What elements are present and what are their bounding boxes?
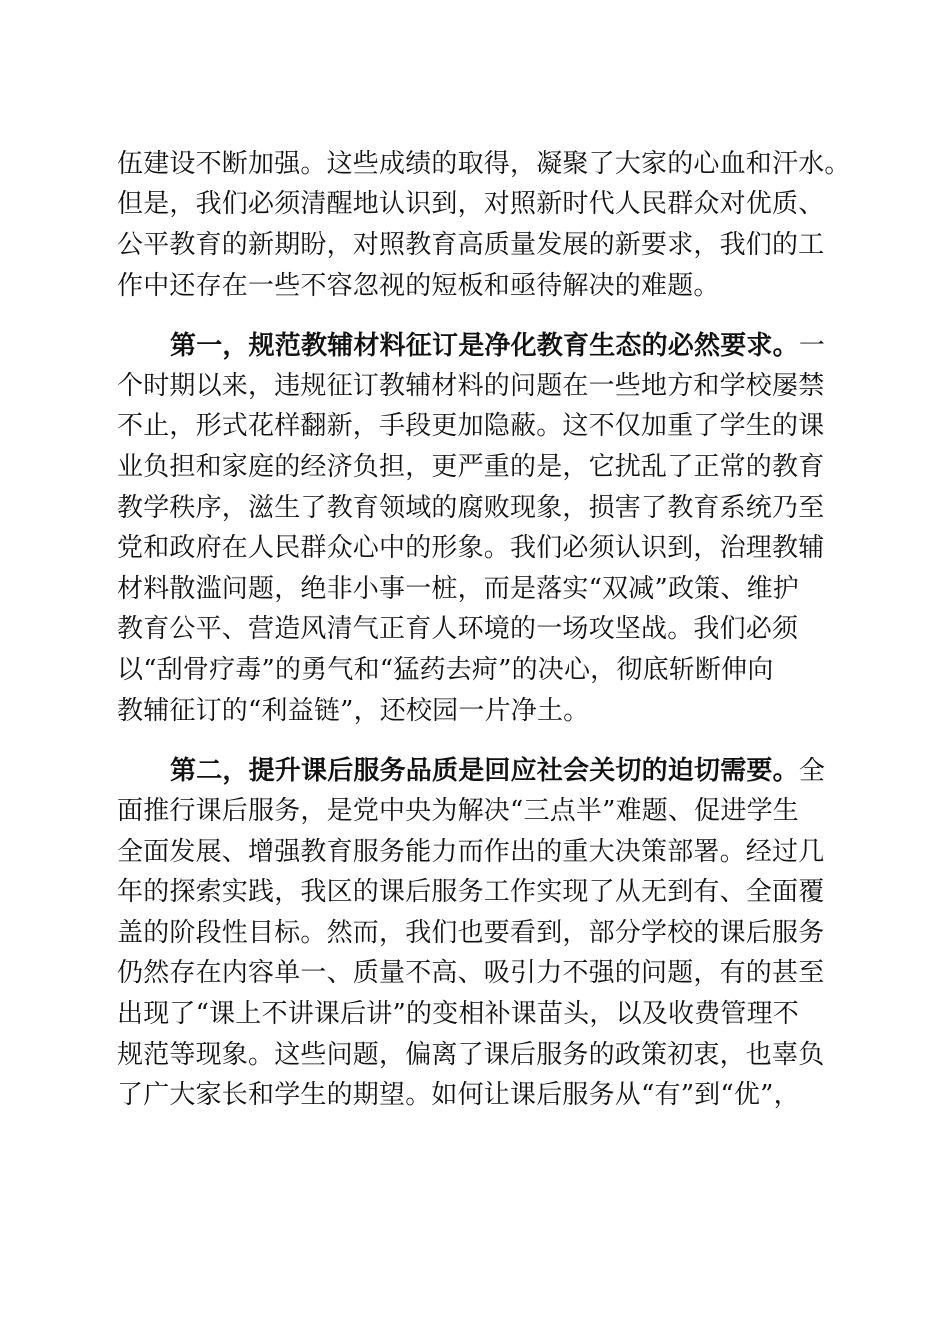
- intro-line-2: 但是，我们必须清醒地认识到，对照新时代人民群众对优质、: [117, 189, 825, 219]
- paragraph-one-line: 个时期以来，违规征订教辅材料的问题在一些地方和学校屡禁: [117, 371, 825, 401]
- paragraph-one-first-line: [170, 326, 842, 366]
- paragraph-two-line: 年的探索实践，我区的课后服务工作实现了从无到有、全面覆: [117, 877, 825, 907]
- paragraph-one-line: 教辅征订的“利益链”，还校园一片净土。: [117, 696, 590, 726]
- intro-line-1: 伍建设不断加强。这些成绩的取得，凝聚了大家的心血和汗水。: [117, 149, 851, 179]
- paragraph-two-first-line-rest: 全: [798, 756, 826, 786]
- paragraph-two-line: 出现了“课上不讲课后讲”的变相补课苗头，以及收费管理不: [117, 999, 799, 1029]
- paragraph-two-line: 盖的阶段性目标。然而，我们也要看到，部分学校的课后服务: [117, 918, 825, 948]
- paragraph-two-line: 仍然存在内容单一、质量不高、吸引力不强的问题，有的甚至: [117, 958, 825, 988]
- paragraph-two-line: 全面发展、增强教育服务能力而作出的重大决策部署。经过几: [117, 837, 825, 867]
- paragraph-one-line: 材料散滥问题，绝非小事一桩，而是落实“双减”政策、维护: [117, 574, 799, 604]
- paragraph-one-line: 教学秩序，滋生了教育领域的腐败现象，损害了教育系统乃至: [117, 493, 825, 523]
- intro-line-3: 公平教育的新期盼，对照教育高质量发展的新要求，我们的工: [117, 230, 825, 260]
- paragraph-two-line: 面推行课后服务，是党中央为解决“三点半”难题、促进学生: [117, 796, 799, 826]
- paragraph-one-lead: 第一，规范教辅材料征订是净化教育生态的必然要求。: [170, 331, 799, 361]
- paragraph-one-first-line-rest: 一: [798, 331, 826, 361]
- paragraph-one-line: 党和政府在人民群众心中的形象。我们必须认识到，治理教辅: [117, 533, 825, 563]
- paragraph-two-line: 了广大家长和学生的期望。如何让课后服务从“有”到“优”，: [117, 1080, 800, 1110]
- paragraph-two-lead: 第二，提升课后服务品质是回应社会关切的迫切需要。: [170, 756, 799, 786]
- paragraph-one-line: 教育公平、营造风清气正育人环境的一场攻坚战。我们必须: [117, 614, 799, 644]
- paragraph-one-line: 业负担和家庭的经济负担，更严重的是，它扰乱了正常的教育: [117, 452, 825, 482]
- paragraph-one-line: 不止，形式花样翻新，手段更加隐蔽。这不仅加重了学生的课: [117, 411, 825, 441]
- paragraph-two-line: 规范等现象。这些问题，偏离了课后服务的政策初衷，也辜负: [117, 1040, 825, 1070]
- paragraph-one-line: 以“刮骨疗毒”的勇气和“猛药去疴”的决心，彻底斩断伸向: [117, 655, 774, 685]
- intro-line-4: 作中还存在一些不容忽视的短板和亟待解决的难题。: [117, 271, 720, 301]
- paragraph-two-first-line: [170, 751, 842, 791]
